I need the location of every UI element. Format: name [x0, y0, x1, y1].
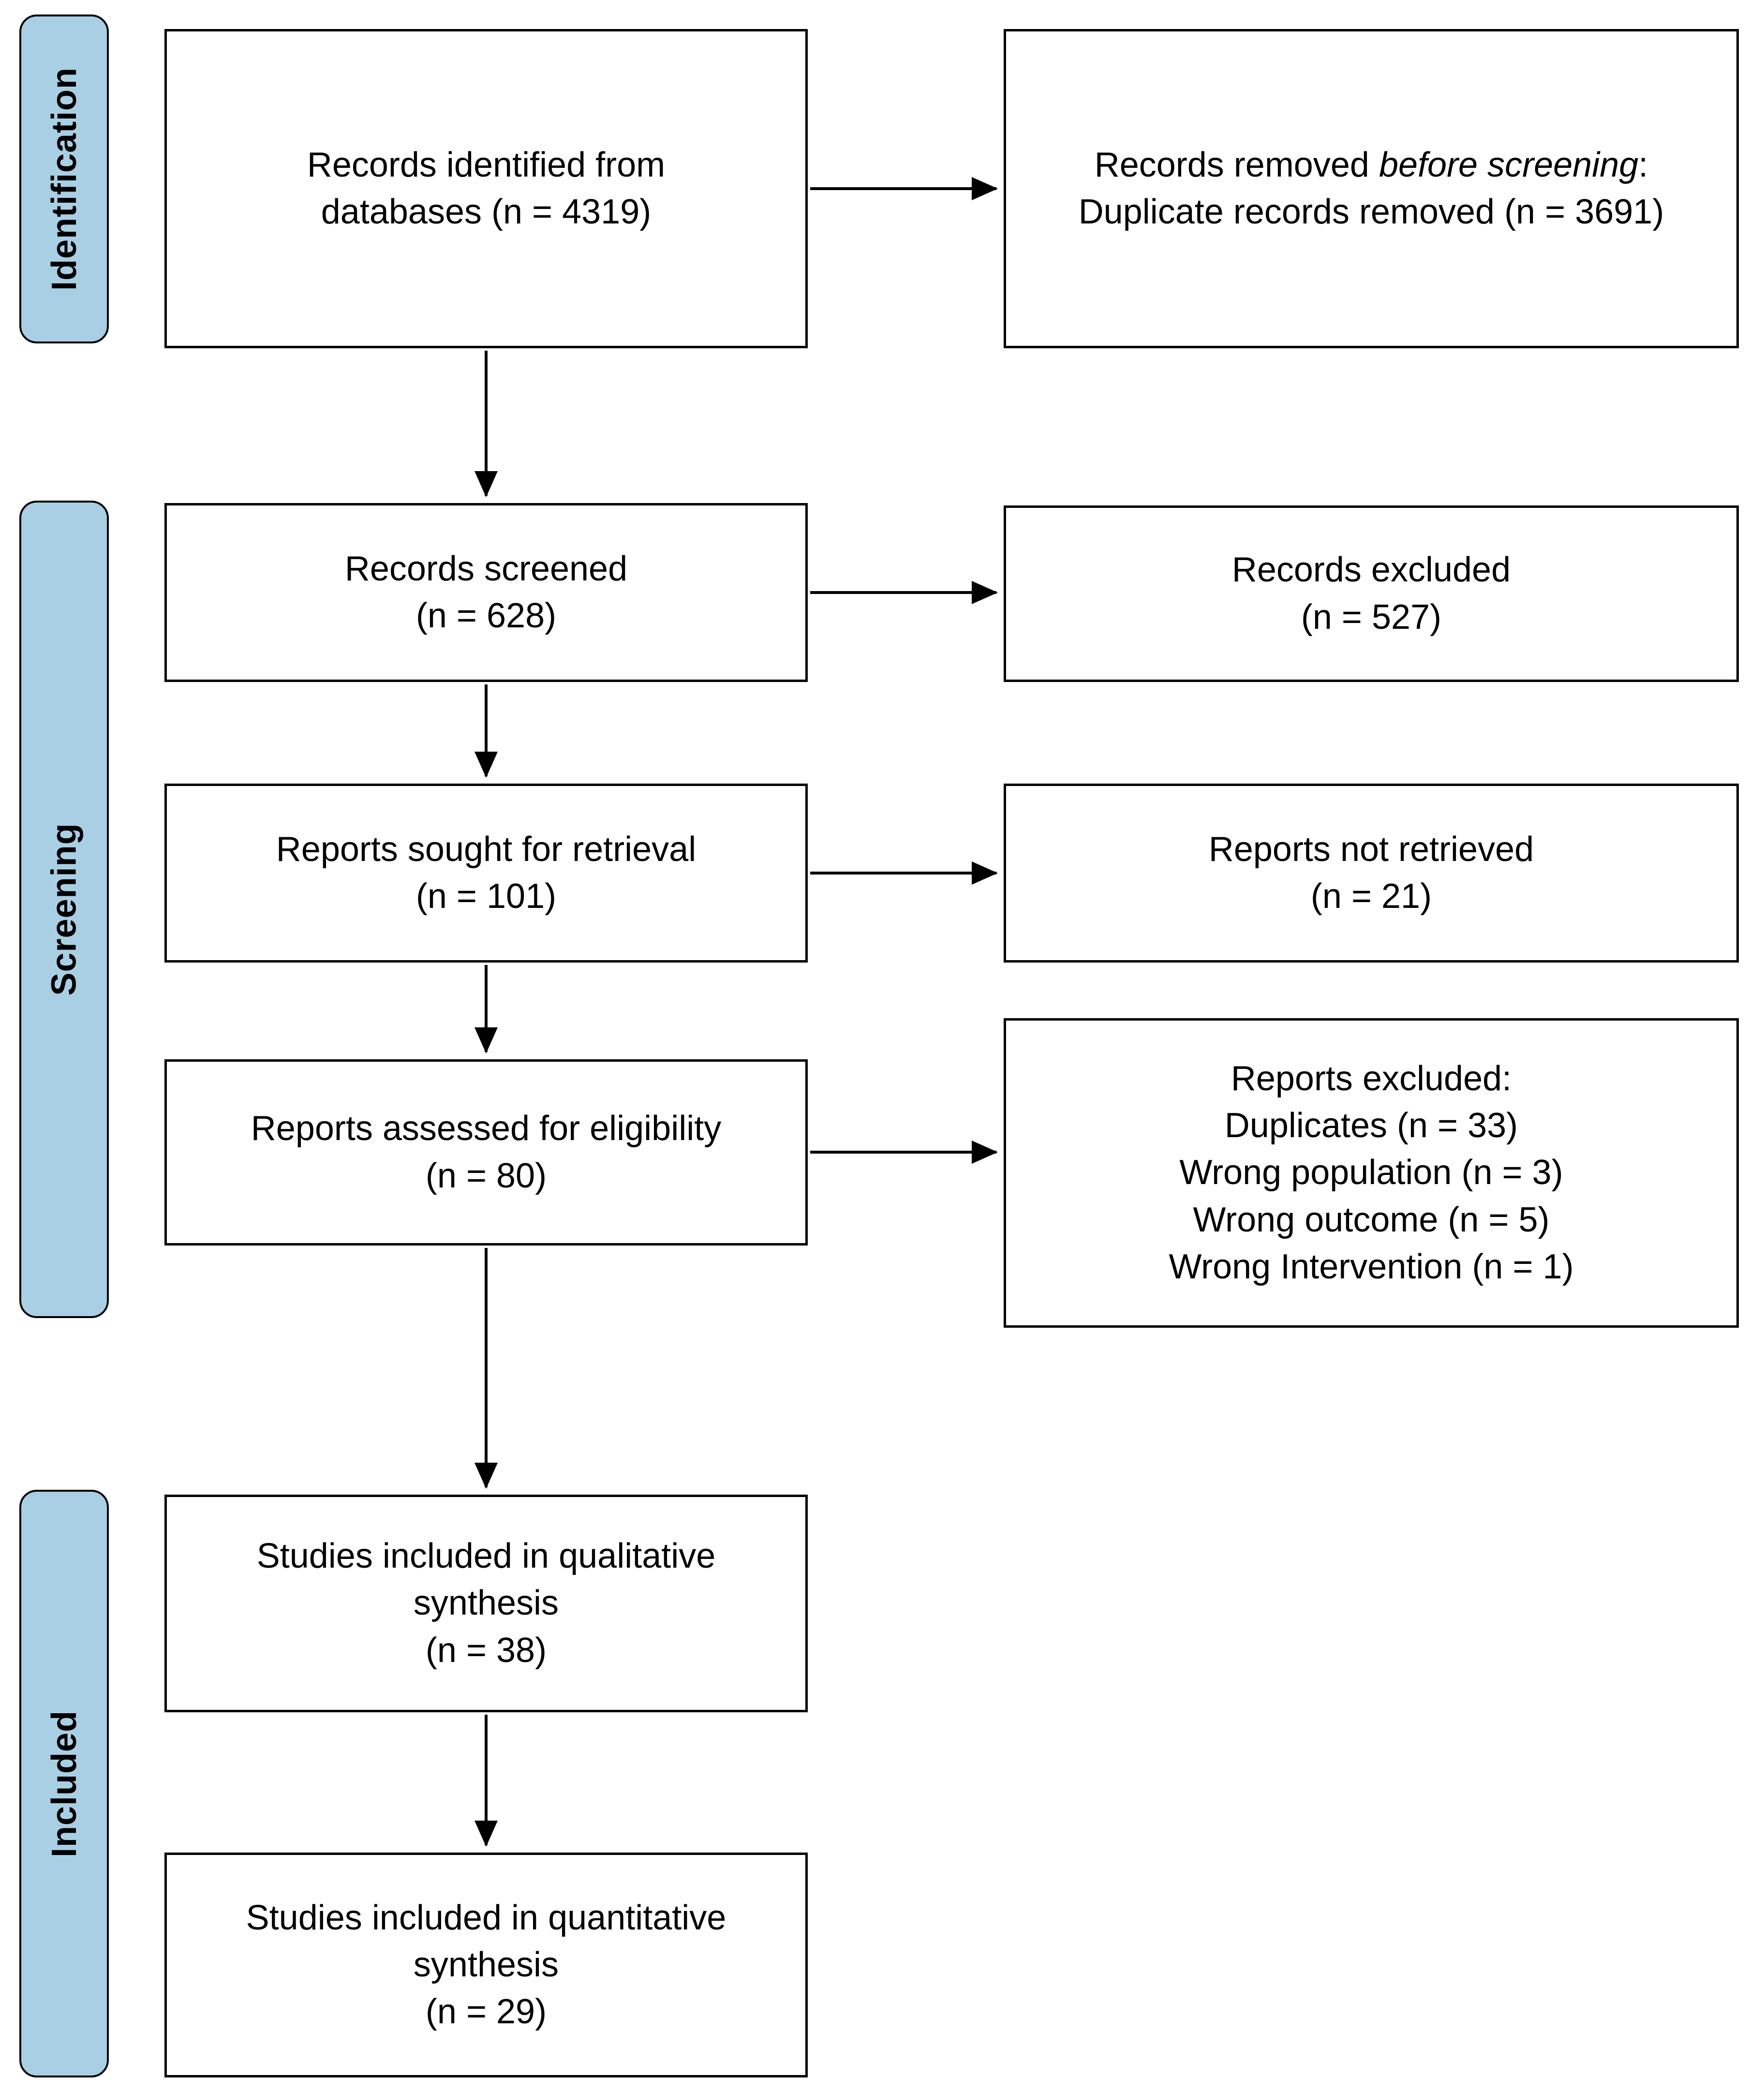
box-quantitative-synthesis-line1: Studies included in quantitative: [246, 1898, 726, 1937]
records-removed-prefix: Records removed: [1094, 145, 1379, 184]
box-quantitative-synthesis-line3: (n = 29): [425, 1992, 547, 2032]
box-reports-sought: [164, 784, 808, 963]
stage-identification: [19, 15, 109, 343]
box-reports-excluded-line5: Wrong Intervention (n = 1): [1169, 1247, 1574, 1286]
box-reports-not-retrieved-line1: Reports not retrieved: [1208, 830, 1534, 869]
box-qualitative-synthesis-line2: synthesis: [413, 1584, 559, 1623]
box-qualitative-synthesis-line1: Studies included in qualitative: [256, 1537, 716, 1576]
box-reports-sought-line2: (n = 101): [415, 877, 557, 916]
box-records-removed-before-screening: [1004, 29, 1739, 348]
box-qualitative-synthesis-line3: (n = 38): [425, 1631, 547, 1670]
box-reports-not-retrieved: [1004, 784, 1739, 963]
box-reports-assessed-line2: (n = 80): [425, 1156, 547, 1195]
box-records-removed-line1: [1095, 142, 1648, 189]
records-removed-suffix: :: [1638, 145, 1648, 184]
box-qualitative-synthesis: [164, 1495, 808, 1712]
box-records-excluded-line1: Records excluded: [1231, 550, 1511, 590]
box-records-excluded: [1004, 505, 1739, 682]
box-reports-assessed-line1: Reports assessed for eligibility: [251, 1109, 722, 1148]
box-reports-excluded-line2: Duplicates (n = 33): [1224, 1106, 1518, 1145]
box-reports-sought-line1: Reports sought for retrieval: [276, 830, 697, 869]
stage-identification-label: Identification: [44, 67, 84, 291]
box-records-identified: [164, 29, 808, 348]
box-reports-excluded-line1: Reports excluded:: [1230, 1059, 1512, 1098]
box-records-screened: [164, 503, 808, 682]
box-reports-not-retrieved-line2: (n = 21): [1310, 877, 1432, 916]
records-removed-italic: before screening: [1379, 145, 1639, 184]
box-reports-excluded: [1004, 1018, 1739, 1328]
box-reports-excluded-line4: Wrong outcome (n = 5): [1193, 1200, 1550, 1239]
box-records-identified-line1: Records identified from: [307, 145, 666, 184]
box-records-removed-line2: Duplicate records removed (n = 3691): [1078, 193, 1664, 231]
stage-included-label: Included: [44, 1710, 84, 1857]
box-reports-excluded-line3: Wrong population (n = 3): [1179, 1153, 1563, 1192]
box-records-screened-line2: (n = 628): [415, 596, 557, 635]
stage-screening-label: Screening: [44, 823, 84, 996]
box-records-screened-line1: Records screened: [344, 549, 628, 588]
stage-screening: [19, 501, 109, 1318]
box-records-identified-line2: databases (n = 4319): [321, 193, 652, 231]
box-reports-assessed: [164, 1059, 808, 1246]
box-quantitative-synthesis: [164, 1853, 808, 2077]
box-records-excluded-line2: (n = 527): [1301, 597, 1442, 637]
box-quantitative-synthesis-line2: synthesis: [413, 1945, 559, 1984]
stage-included: [19, 1490, 109, 2077]
